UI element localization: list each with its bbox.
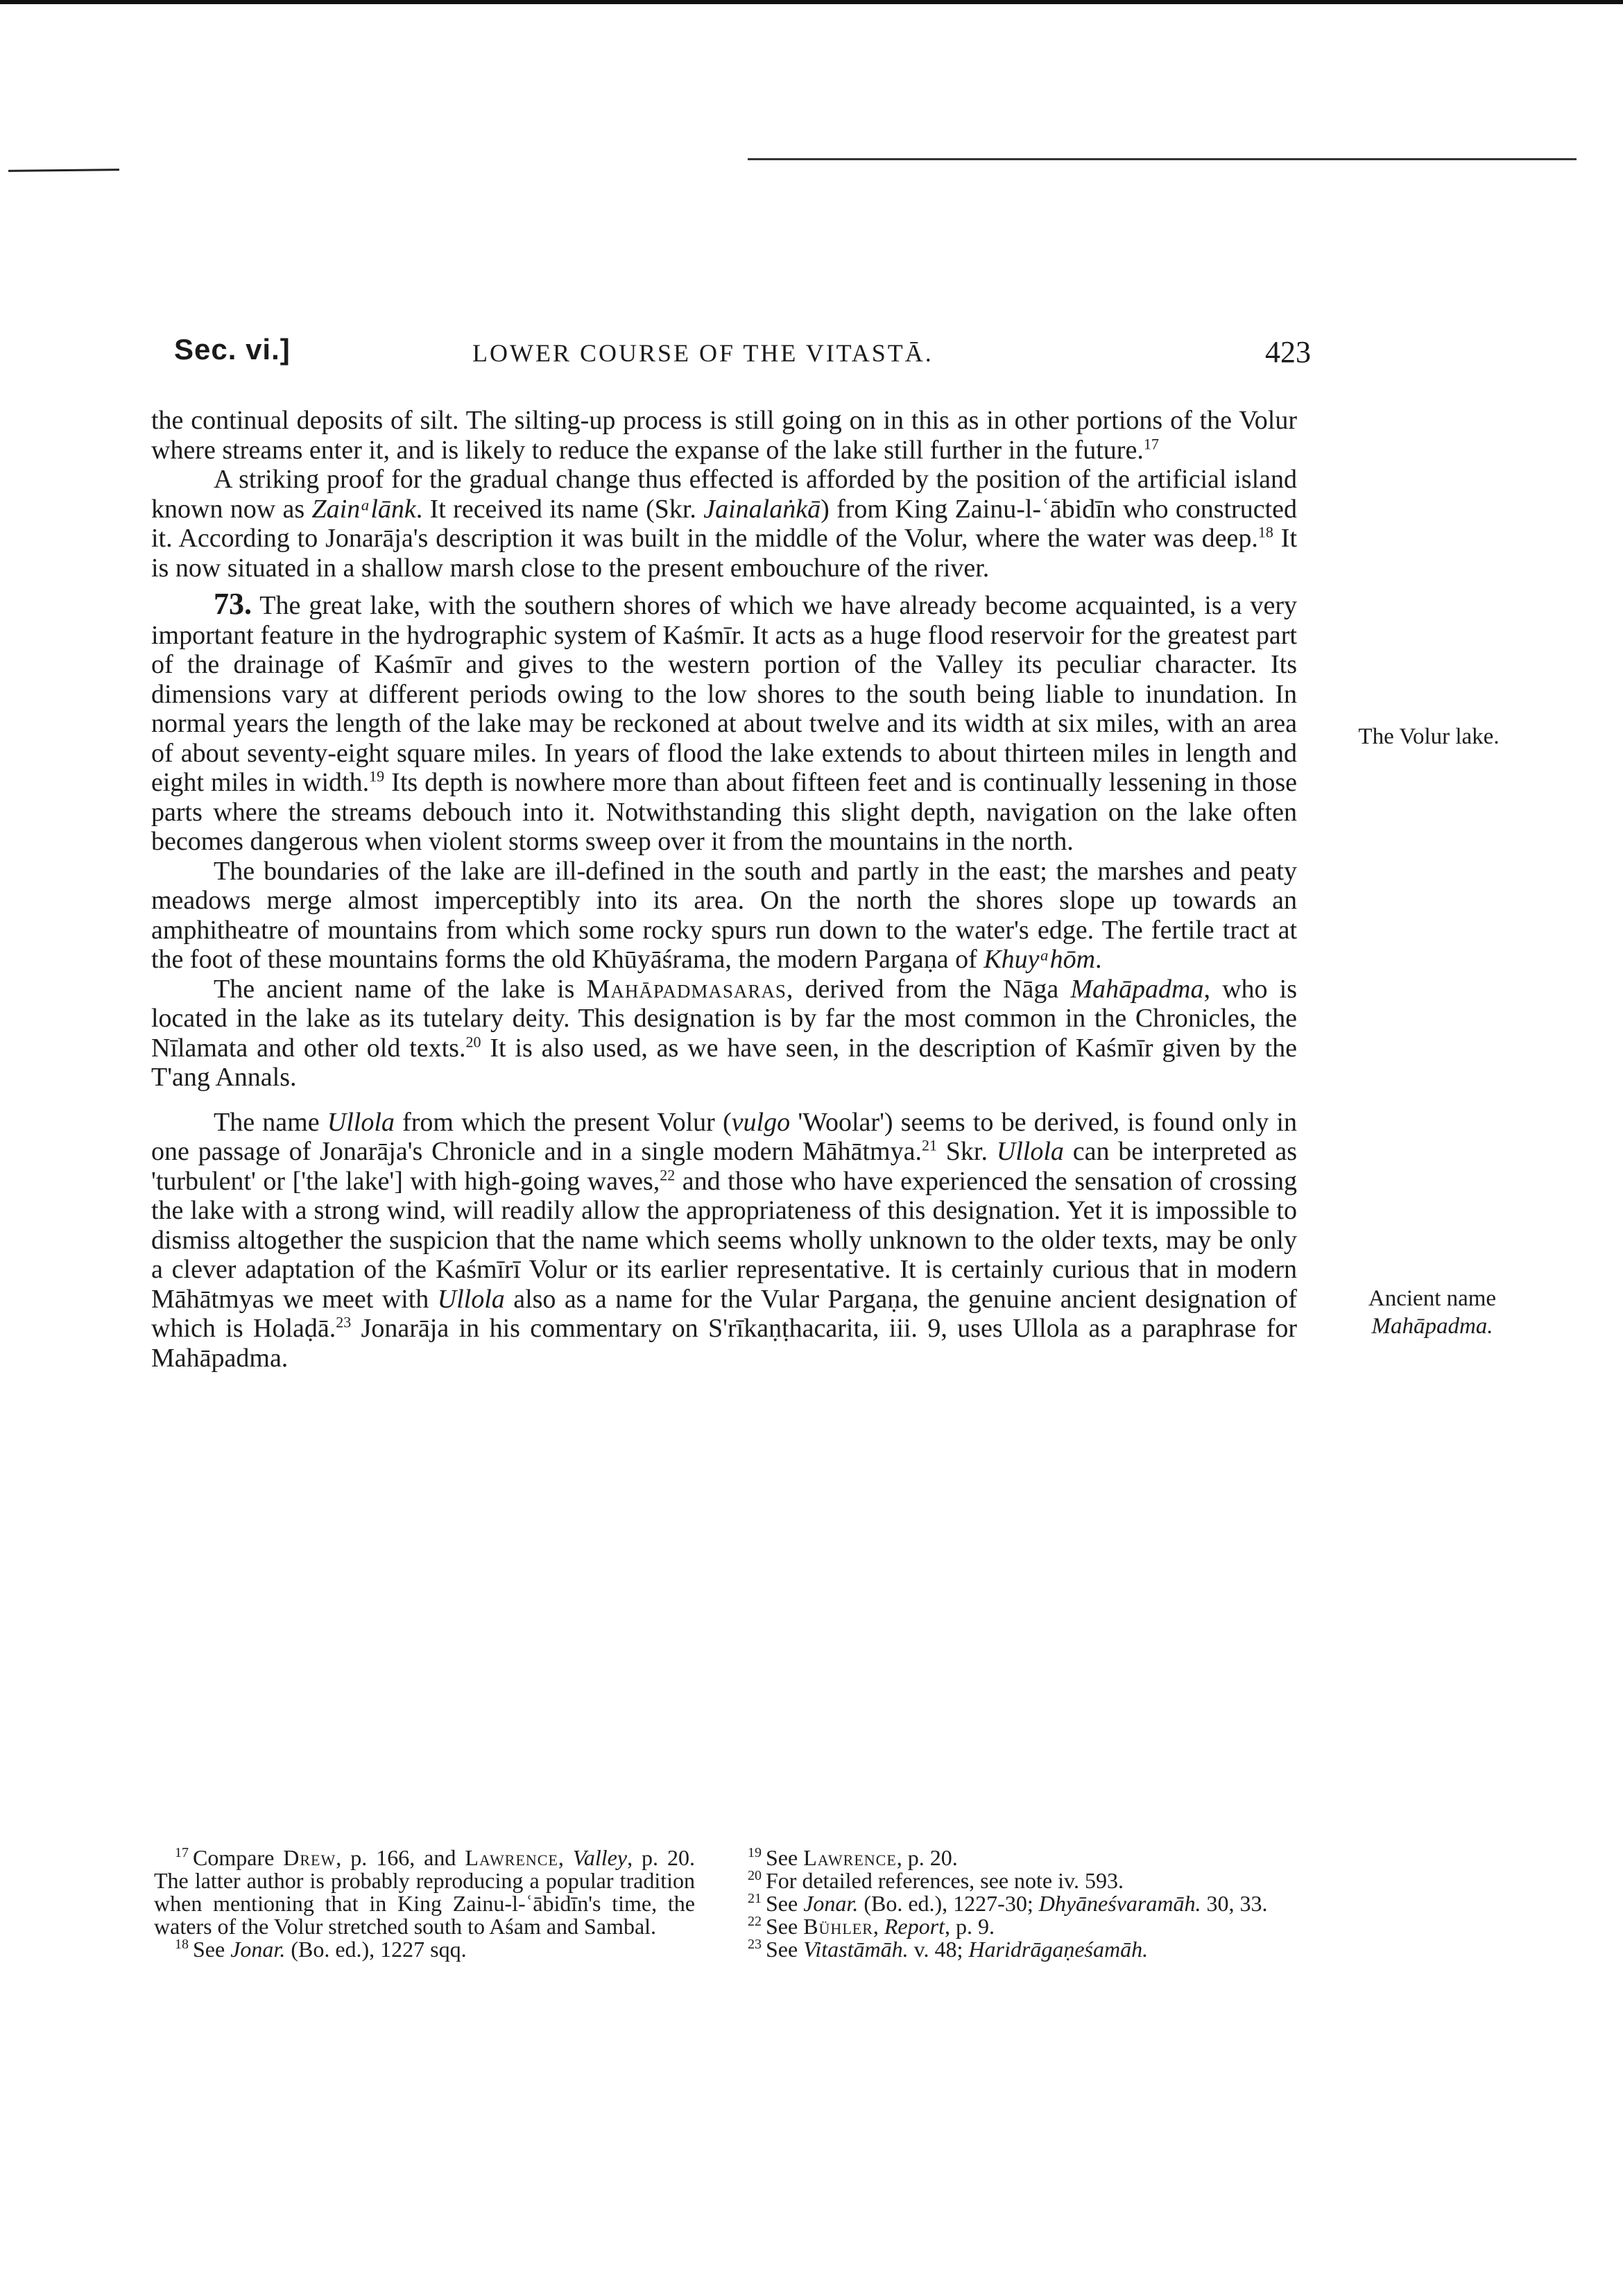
- top-left-mark: [8, 169, 119, 172]
- top-rule-line: [748, 158, 1577, 160]
- margin-note-ancient-name: Ancient name Mahāpadma.: [1368, 1286, 1497, 1339]
- footnotes-right: [727, 1847, 1282, 1961]
- footnote-17: $^{17}$ Compare Drew, p. 166, and Lawrence, Valley, p. 20. The latter author is probably reproducing a popular tradition when mentioning that in King Zainu-l-ʿābidīn's time, the waters of the Volur stretched south to Aśam and Sambal.: [154, 1845, 695, 1939]
- footnote-18: $^{18}$ See Jonar. (Bo. ed.), 1227 sqq.: [175, 1937, 467, 1962]
- margin-note-volur-lake: The Volur lake.: [1358, 724, 1500, 749]
- footnote-ref-23: 23: [336, 1313, 352, 1331]
- paragraph-2: A striking proof for the gradual change thus effected is afforded by the position of the artificial island known now as Zainᵃlānk. It received its name (Skr. Jainalaṅkā) from King Zainu-l-ʿābidīn who constructed it. According to Jonarāja's description it was built in the middle of the Volur, where the water was deep.$^{18}$ It is now situated in a shallow marsh close to the present embouchure of the river.: [151, 465, 1298, 583]
- section-number: 73.: [214, 587, 252, 621]
- top-edge-rule: [0, 0, 1623, 4]
- paragraph-1: the continual deposits of silt. The silting-up process is still going on in this as in other portions of the Volur where streams enter it, and is likely to reduce the expanse of the lake still further in the future.$^{17}$: [151, 406, 1297, 465]
- body-text: [151, 406, 1297, 1373]
- footnote-21: $^{21}$ See Jonar. (Bo. ed.), 1227-30; Dhyāneśvaramāh. 30, 33.: [748, 1891, 1268, 1916]
- paragraph-ullola: The name Ullola from which the present Volur (vulgo 'Woolar') seems to be derived, is found only in one passage of Jonarāja's Chronicle and in a single modern Māhātmya.$^{21}$ Skr. Ullola can be interpreted as 'turbulent' or ['the lake'] with high-going waves,$^{22}$ and those who have experienced the sensation of crossing the lake with a strong wind, will readily allow the appropriateness of this designation. Yet it is impossible to dismiss altogether the suspicion that the name which seems wholly unknown to the older texts, may be only a clever adaptation of the Kaśmīrī Volur or its earlier representative. It is certainly curious that in modern Māhātmyas we meet with Ullola also as a name for the Vular Pargaṇa, the genuine ancient designation of which is Holaḍā.$^{23}$ Jonarāja in his commentary on S'rīkaṇṭhacarita, iii. 9, uses Ullola as a paraphrase for Mahāpadma.: [151, 1107, 1298, 1373]
- footnote-ref-18: 18: [1257, 523, 1273, 541]
- footnote-23: $^{23}$ See Vitastāmāh. v. 48; Haridrāgaṇeśamāh.: [748, 1937, 1149, 1962]
- footnote-ref-17: 17: [1143, 434, 1159, 452]
- section-label: Sec. vi.]: [174, 333, 291, 366]
- footnote-ref-20: 20: [465, 1032, 481, 1050]
- running-title: LOWER COURSE OF THE VITASTĀ.: [472, 339, 934, 367]
- paragraph-ancient-name: The ancient name of the lake is Mahāpadmasaras, derived from the Nāga Mahāpadma, who is located in the lake as its tutelary deity. This designation is by far the most common in the Chronicles, the Nīlamata and other old texts.$^{20}$ It is also used, as we have seen, in the description of Kaśmīr given by the T'ang Annals.: [151, 974, 1297, 1092]
- footnote-ref-19: 19: [369, 767, 385, 785]
- footnote-19: $^{19}$ See Lawrence, p. 20.: [748, 1845, 958, 1870]
- footnote-20: $^{20}$ For detailed references, see note iv. 593.: [748, 1868, 1124, 1893]
- paragraph-section-73: 73. The great lake, with the southern shores of which we have already become acquainted, is a very important feature in the hydrographic system of Kaśmīr. It acts as a huge flood reservoir for the greatest part of the drainage of Kaśmīr and gives to the western portion of the Valley its peculiar character. Its dimensions vary at different periods owing to the low shores to the south being liable to inundation. In normal years the length of the lake may be reckoned at about twelve and its width at six miles, with an area of about seventy-eight square miles. In years of flood the lake extends to about thirteen miles in length and eight miles in width.$^{19}$ Its depth is nowhere more than about fifteen feet and is continually lessening in those parts where the streams debouch into it. Notwithstanding this slight depth, navigation on the lake often becomes dangerous when violent storms sweep over it from the mountains in the north.: [151, 587, 1297, 856]
- footnote-ref-22: 22: [660, 1165, 676, 1183]
- footnote-ref-21: 21: [921, 1136, 937, 1154]
- paragraph-boundaries: The boundaries of the lake are ill-defined in the south and partly in the east; the marshes and peaty meadows merge almost imperceptibly into its area. On the north the shores slope up towards an amphitheatre of mountains from which some rocky spurs run down to the water's edge. The fertile tract at the foot of these mountains forms the old Khūyāśrama, the modern Pargaṇa of Khuyᵃhōm.: [151, 856, 1297, 974]
- footnotes-left: [154, 1847, 695, 1961]
- page-number: 423: [1265, 335, 1311, 369]
- footnote-22: $^{22}$ See Bühler, Report, p. 9.: [748, 1914, 995, 1939]
- page-header: [170, 332, 1311, 380]
